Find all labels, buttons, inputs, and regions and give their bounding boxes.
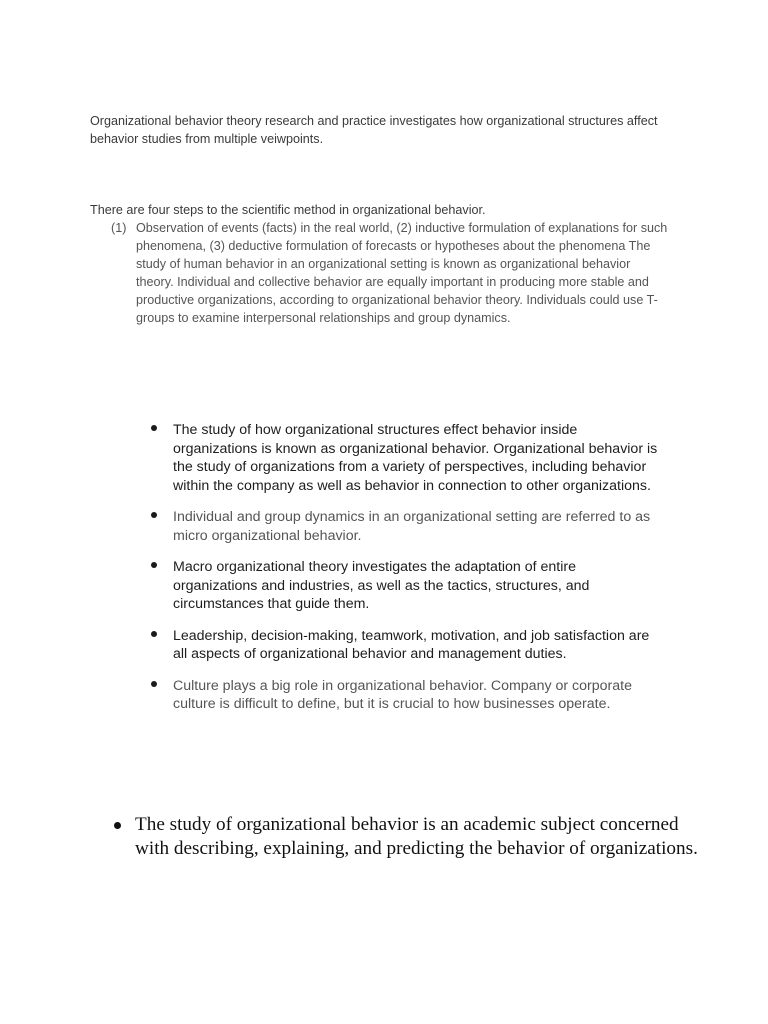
list-item: [150, 558, 660, 614]
intro-paragraph: Organizational behavior theory research and practice investigates how organizational structures affect behavior studies from multiple veiwpoints.: [90, 114, 658, 146]
bullet-list: [150, 421, 660, 727]
list-item: [150, 677, 660, 714]
closing-bullet-text: The study of organizational behavior is an academic subject concerned with describing, explaining, and predicting the behavior of organizations.: [135, 814, 698, 859]
list-item: [150, 508, 660, 545]
list-item-text: Leadership, decision-making, teamwork, motivation, and job satisfaction are all aspects of organizational behavior and management duties.: [173, 627, 650, 662]
bullet-dot-icon: [151, 512, 157, 518]
bullet-dot-icon: [151, 681, 157, 687]
closing-bullet: [112, 813, 715, 861]
bullet-dot-icon: [114, 822, 121, 829]
list-item-text: The study of how organizational structures effect behavior inside organizations is known as organizational behavior. Organizational behavior is the study of organizations from a variety of perspectives, including behavior within the company as well as behavior in connection to other organizations.: [173, 422, 658, 494]
steps-heading: There are four steps to the scientific method in organizational behavior.: [90, 203, 486, 217]
steps-item-text: Observation of events (facts) in the real world, (2) inductive formulation of explanations for such phenomena, (3) deductive formulation of forecasts or hypotheses about the phenomena The study of human behavior in an organizational setting is known as organizational behavior theory. Individual and collective behavior are equally important in producing more stable and productive organizations, according to organizational behavior theory. Individuals could use T-groups to examine interpersonal relationships and group dynamics.: [136, 221, 668, 325]
list-item-text: Macro organizational theory investigates the adaptation of entire organizations and industries, as well as the tactics, structures, and circumstances that guide them.: [173, 559, 590, 612]
list-item: [150, 421, 660, 495]
list-item-text: Culture plays a big role in organizational behavior. Company or corporate culture is difficult to define, but it is crucial to how businesses operate.: [173, 677, 632, 712]
list-item: [150, 627, 660, 664]
steps-numbered-item: [111, 219, 671, 327]
steps-item-number: (1): [111, 221, 127, 235]
bullet-dot-icon: [151, 562, 157, 568]
list-item-text: Individual and group dynamics in an organizational setting are referred to as micro organizational behavior.: [173, 509, 651, 544]
bullet-dot-icon: [151, 631, 157, 637]
bullet-dot-icon: [151, 425, 157, 431]
